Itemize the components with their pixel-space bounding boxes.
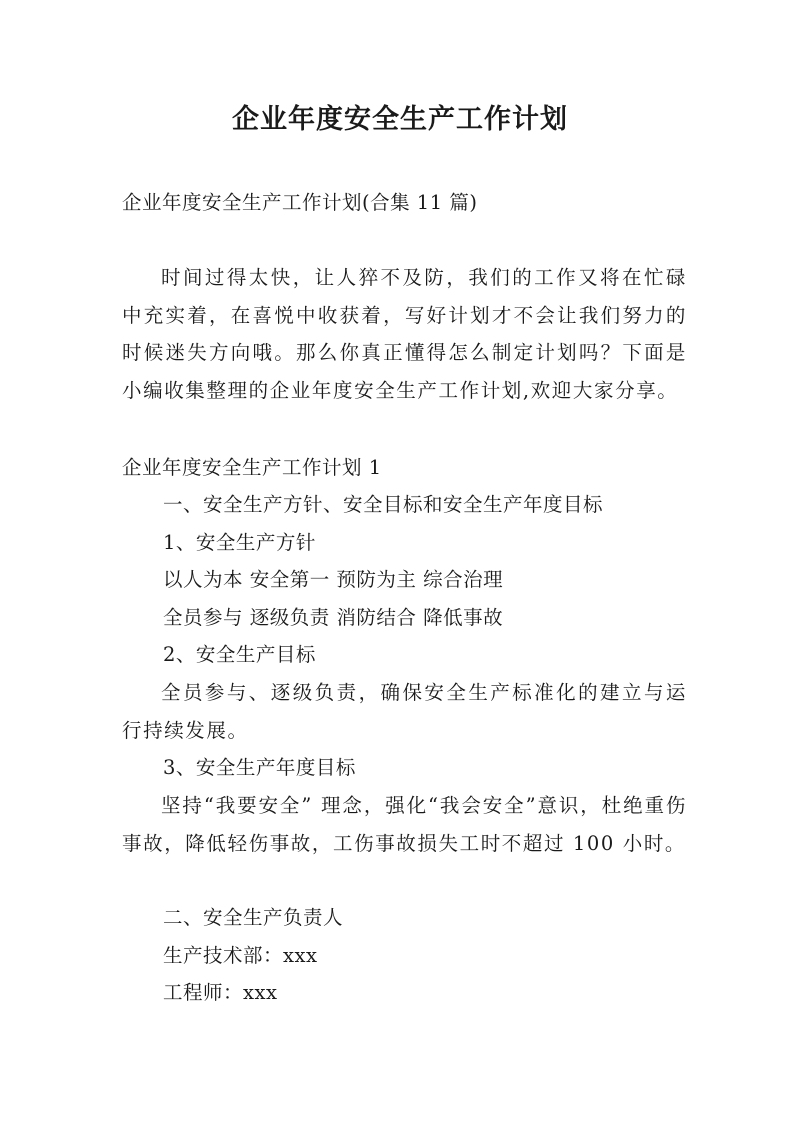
item2-paragraph: 全员参与、逐级负责，确保安全生产标准化的建立与运行持续发展。: [122, 681, 687, 742]
section-heading: 企业年度安全生产工作计划 1: [122, 456, 382, 479]
document-title: 企业年度安全生产工作计划: [232, 104, 568, 135]
item2-heading: 2、安全生产目标: [163, 643, 316, 666]
person-engineer: 工程师：xxx: [163, 981, 278, 1004]
person-production-tech: 生产技术部：xxx: [163, 944, 318, 967]
item3-paragraph: 坚持“我要安全” 理念，强化“我会安全”意识，杜绝重伤事故，降低轻伤事故，工伤事故损失工时不超过 100 小时。: [122, 794, 687, 855]
part-two-heading: 二、安全生产负责人: [163, 906, 344, 929]
item1-line1: 以人为本 安全第一 预防为主 综合治理: [163, 568, 504, 591]
part-one-heading: 一、安全生产方针、安全目标和安全生产年度目标: [163, 493, 604, 516]
document-subtitle: 企业年度安全生产工作计划(合集 11 篇): [122, 191, 478, 214]
intro-paragraph: 时间过得太快，让人猝不及防，我们的工作又将在忙碌中充实着，在喜悦中收获着，写好计划才不会让我们努力的时候迷失方向哦。那么你真正懂得怎么制定计划吗？下面是小编收集整理的企业年度安全生产工作计划,欢迎大家分享。: [122, 266, 687, 402]
item1-heading: 1、安全生产方针: [163, 531, 316, 554]
item3-heading: 3、安全生产年度目标: [163, 756, 356, 779]
item1-line2: 全员参与 逐级负责 消防结合 降低事故: [163, 606, 504, 629]
